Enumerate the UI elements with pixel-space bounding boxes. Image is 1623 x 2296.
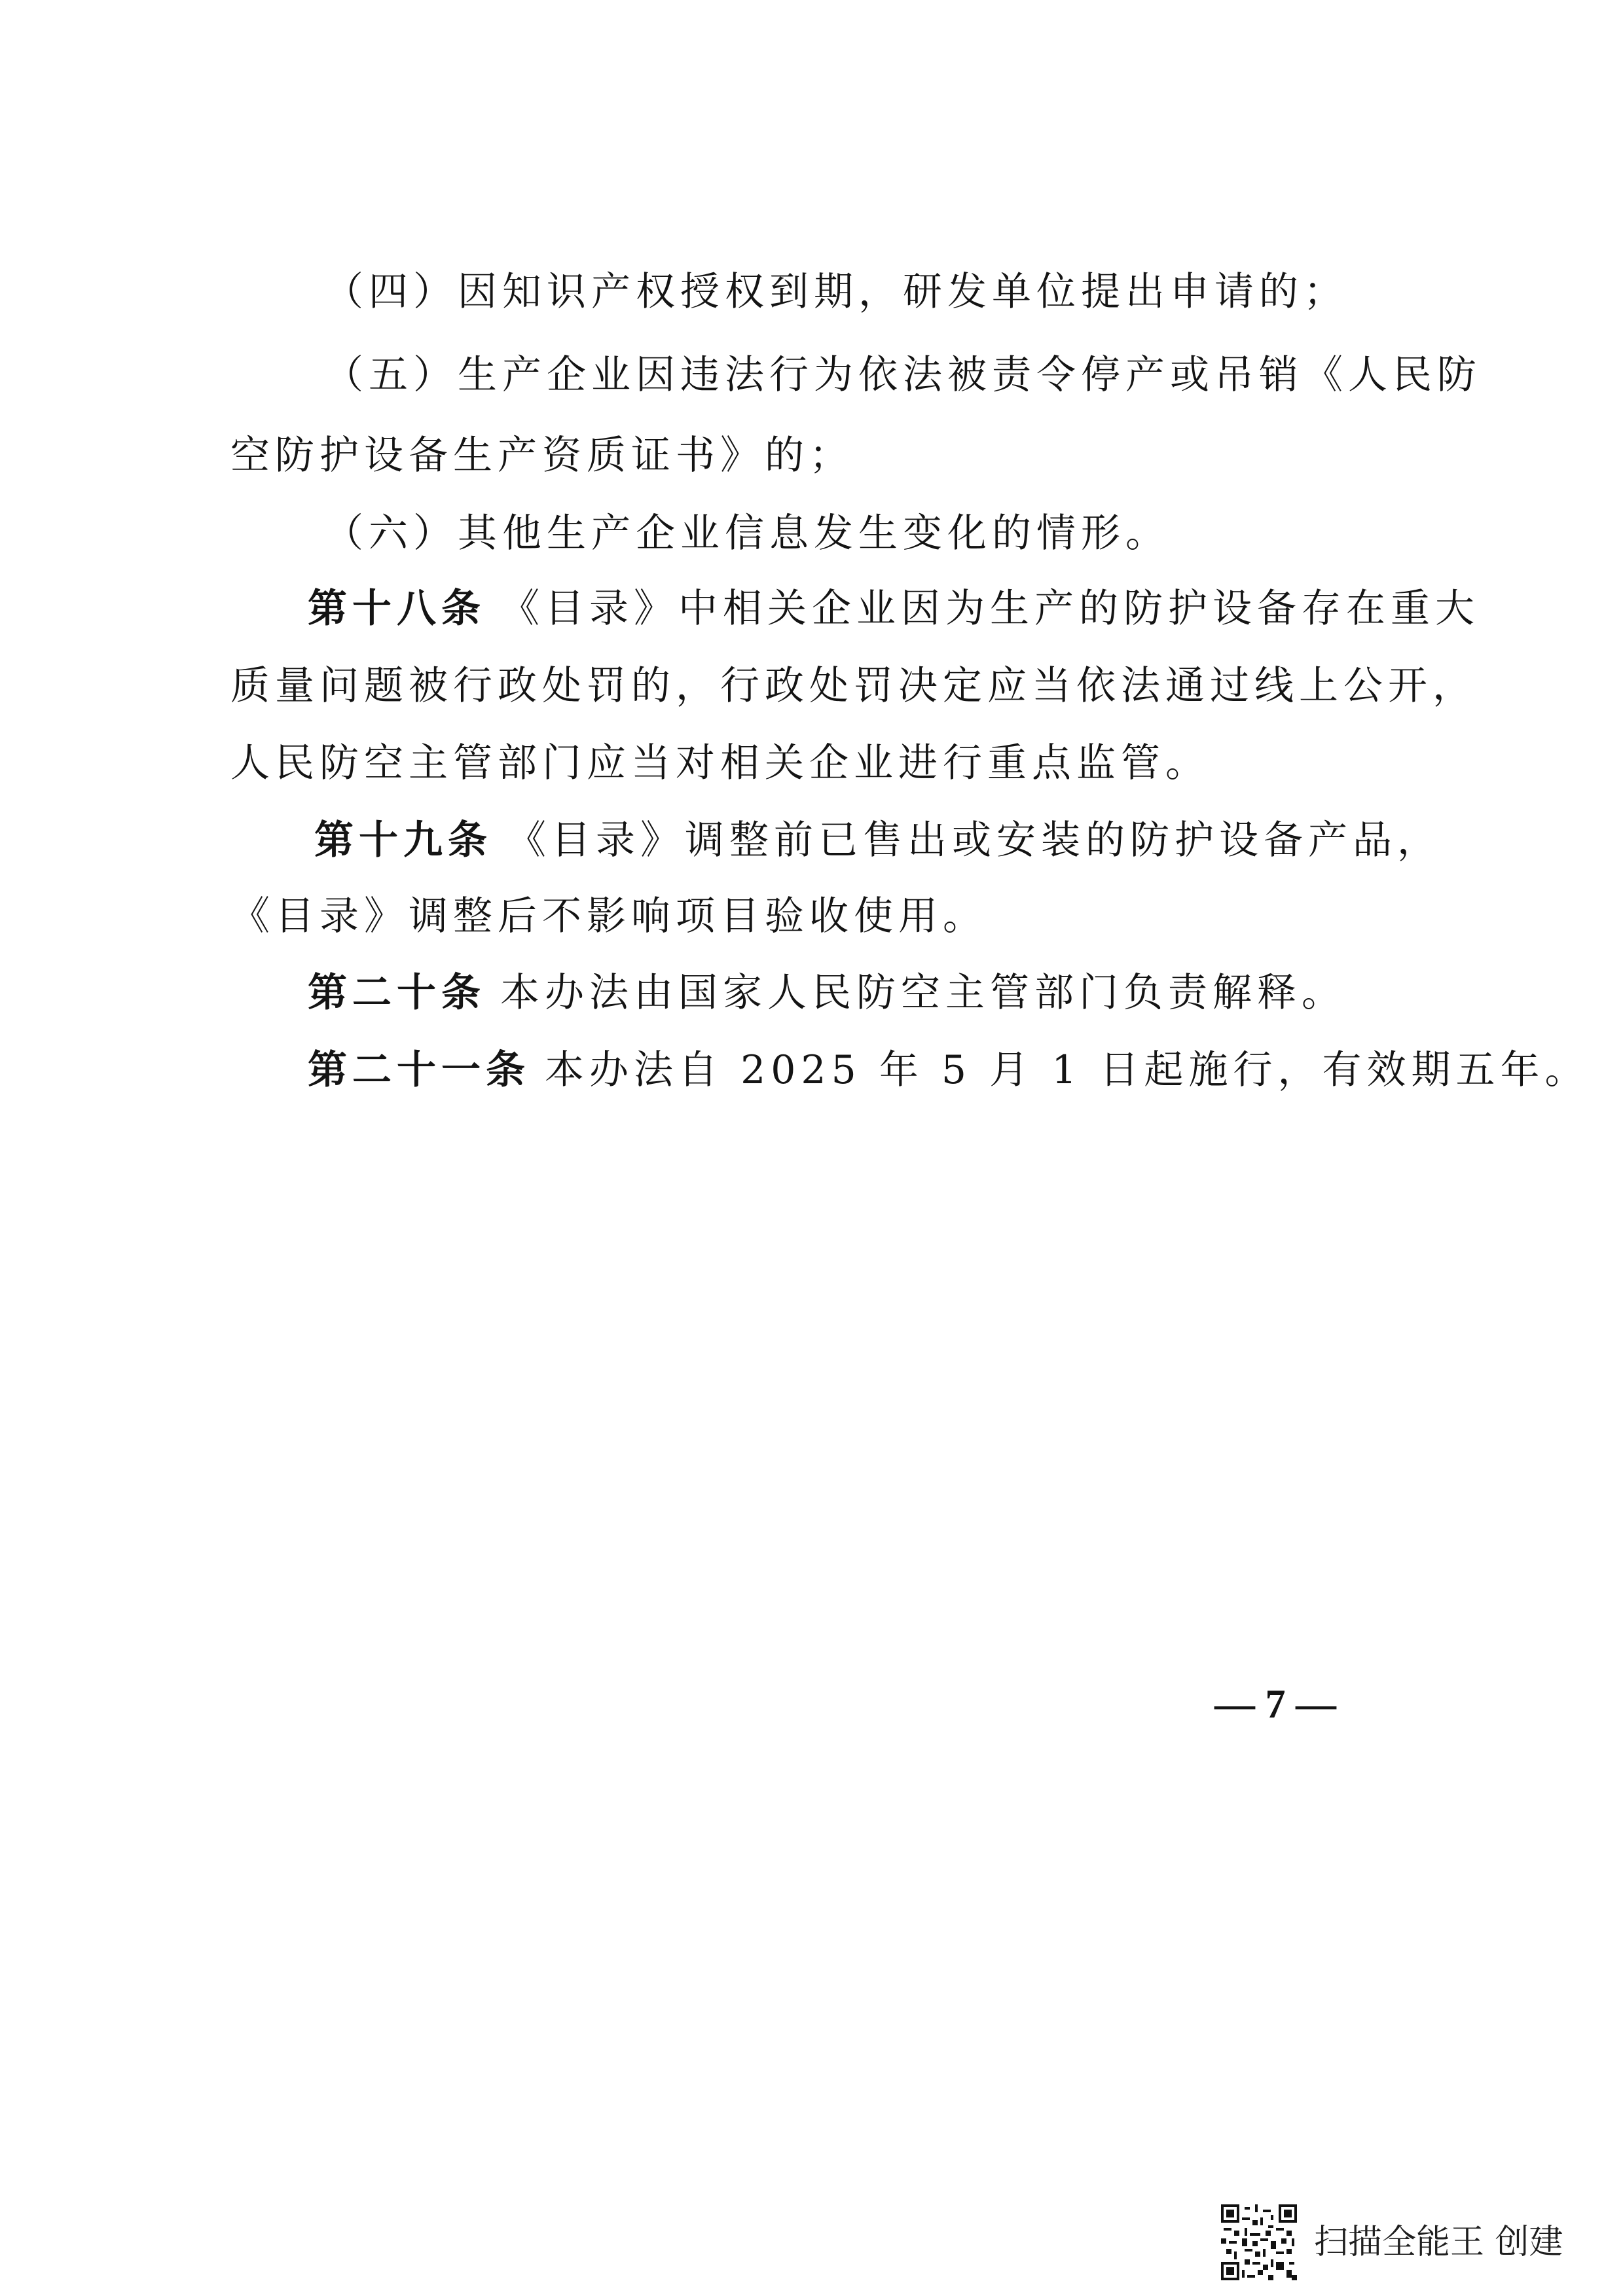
page-number: — 7 — xyxy=(1214,1682,1336,1727)
article-20-heading: 第二十条 xyxy=(308,970,486,1016)
article-21-heading: 第二十一条 xyxy=(308,1047,530,1093)
scanner-watermark xyxy=(1221,2204,1563,2280)
article-18-line-1 xyxy=(308,586,1480,632)
clause-item-4: （四）因知识产权授权到期，研发单位提出申请的； xyxy=(324,269,1348,315)
article-19-text-1: 《目录》调整前已售出或安装的防护设备产品， xyxy=(507,817,1442,863)
clause-item-5-line-2: 空防护设备生产资质证书》的； xyxy=(230,433,854,478)
article-18-text-1: 《目录》中相关企业因为生产的防护设备存在重大 xyxy=(500,586,1480,632)
article-21-text-1: 本办法自 2025 年 5 月 1 日起施行，有效期五年。 xyxy=(545,1047,1590,1093)
watermark-text: 扫描全能王 创建 xyxy=(1314,2223,1563,2262)
article-20-line-1 xyxy=(308,970,1346,1016)
qr-code-icon xyxy=(1221,2204,1297,2280)
article-18-line-2: 质量问题被行政处罚的，行政处罚决定应当依法通过线上公开， xyxy=(230,663,1477,709)
article-21-line-1 xyxy=(308,1047,1590,1093)
article-19-heading: 第十九条 xyxy=(314,817,492,863)
article-19-line-1 xyxy=(314,817,1442,863)
article-20-text-1: 本办法由国家人民防空主管部门负责解释。 xyxy=(500,970,1346,1016)
clause-item-6: （六）其他生产企业信息发生变化的情形。 xyxy=(324,511,1170,556)
article-18-line-3: 人民防空主管部门应当对相关企业进行重点监管。 xyxy=(230,740,1210,786)
article-18-heading: 第十八条 xyxy=(308,586,486,632)
article-19-line-2: 《目录》调整后不影响项目验收使用。 xyxy=(230,893,987,939)
clause-item-5-line-1: （五）生产企业因违法行为依法被责令停产或吊销《人民防 xyxy=(324,352,1482,398)
